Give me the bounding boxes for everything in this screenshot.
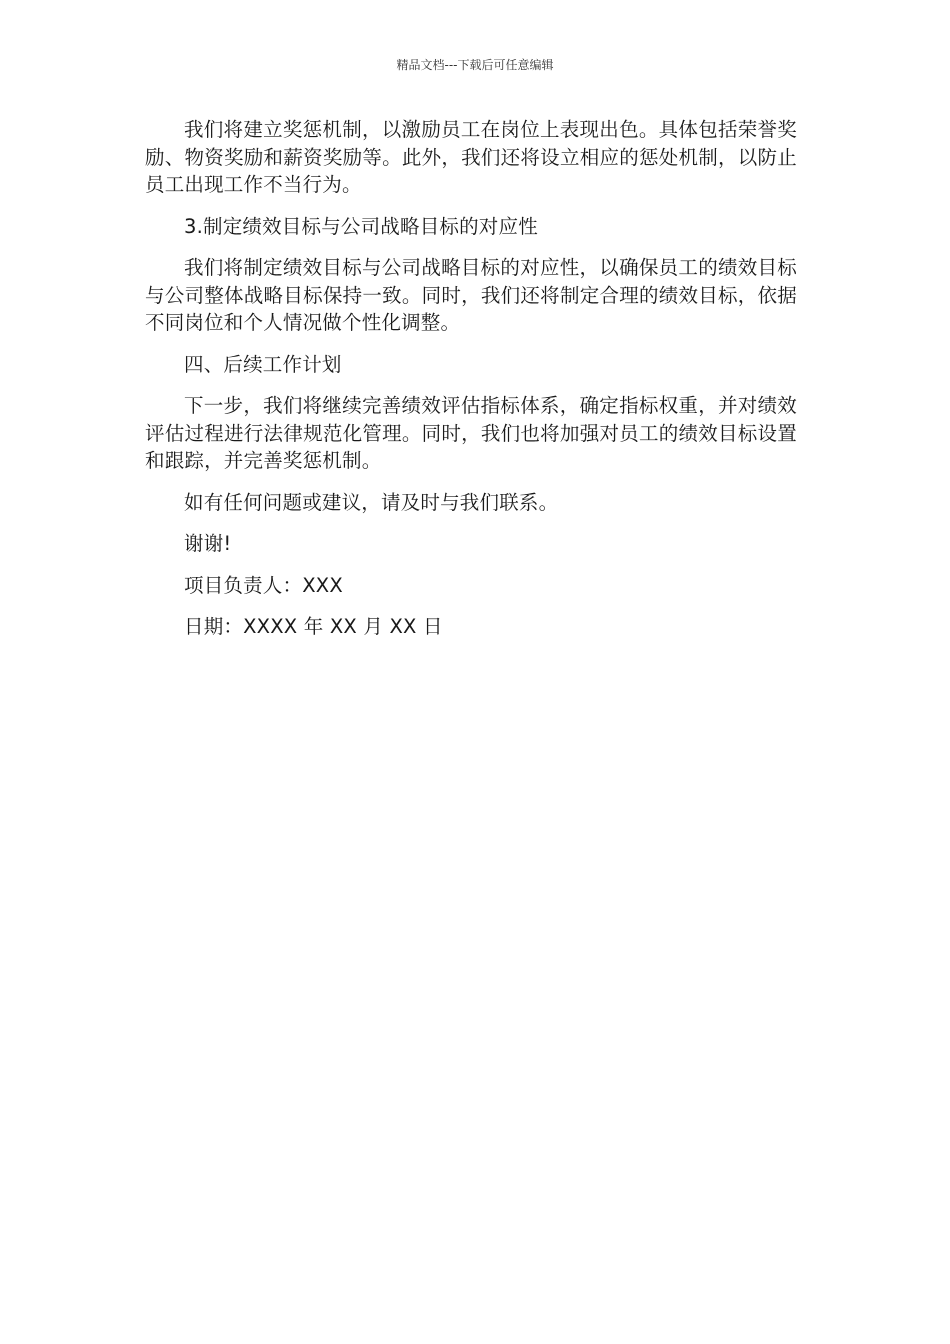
paragraph-goal-alignment: 我们将制定绩效目标与公司战略目标的对应性，以确保员工的绩效目标与公司整体战略目标保持一致。同时，我们还将制定合理的绩效目标，依据不同岗位和个人情况做个性化调整。 <box>145 256 797 334</box>
paragraph-contact: 如有任何问题或建议，请及时与我们联系。 <box>184 490 559 514</box>
paragraph-reward-punishment: 我们将建立奖惩机制，以激励员工在岗位上表现出色。具体包括荣誉奖励、物资奖励和薪资奖励等。此外，我们还将设立相应的惩处机制，以防止员工出现工作不当行为。 <box>145 118 797 196</box>
document-date: 日期：XXXX 年 XX 月 XX 日 <box>184 615 443 638</box>
page-header: 精品文档---下载后可任意编辑 <box>396 58 554 72</box>
paragraph-follow-up-plan: 下一步，我们将继续完善绩效评估指标体系，确定指标权重，并对绩效评估过程进行法律规范化管理。同时，我们也将加强对员工的绩效目标设置和跟踪，并完善奖惩机制。 <box>145 394 797 472</box>
document-body <box>145 116 797 655</box>
section-heading-follow-up-plan: 四、后续工作计划 <box>184 352 342 376</box>
section-heading-goal-alignment: 3.制定绩效目标与公司战略目标的对应性 <box>184 214 538 238</box>
paragraph-thanks: 谢谢! <box>184 532 232 555</box>
project-lead: 项目负责人：XXX <box>184 573 343 597</box>
